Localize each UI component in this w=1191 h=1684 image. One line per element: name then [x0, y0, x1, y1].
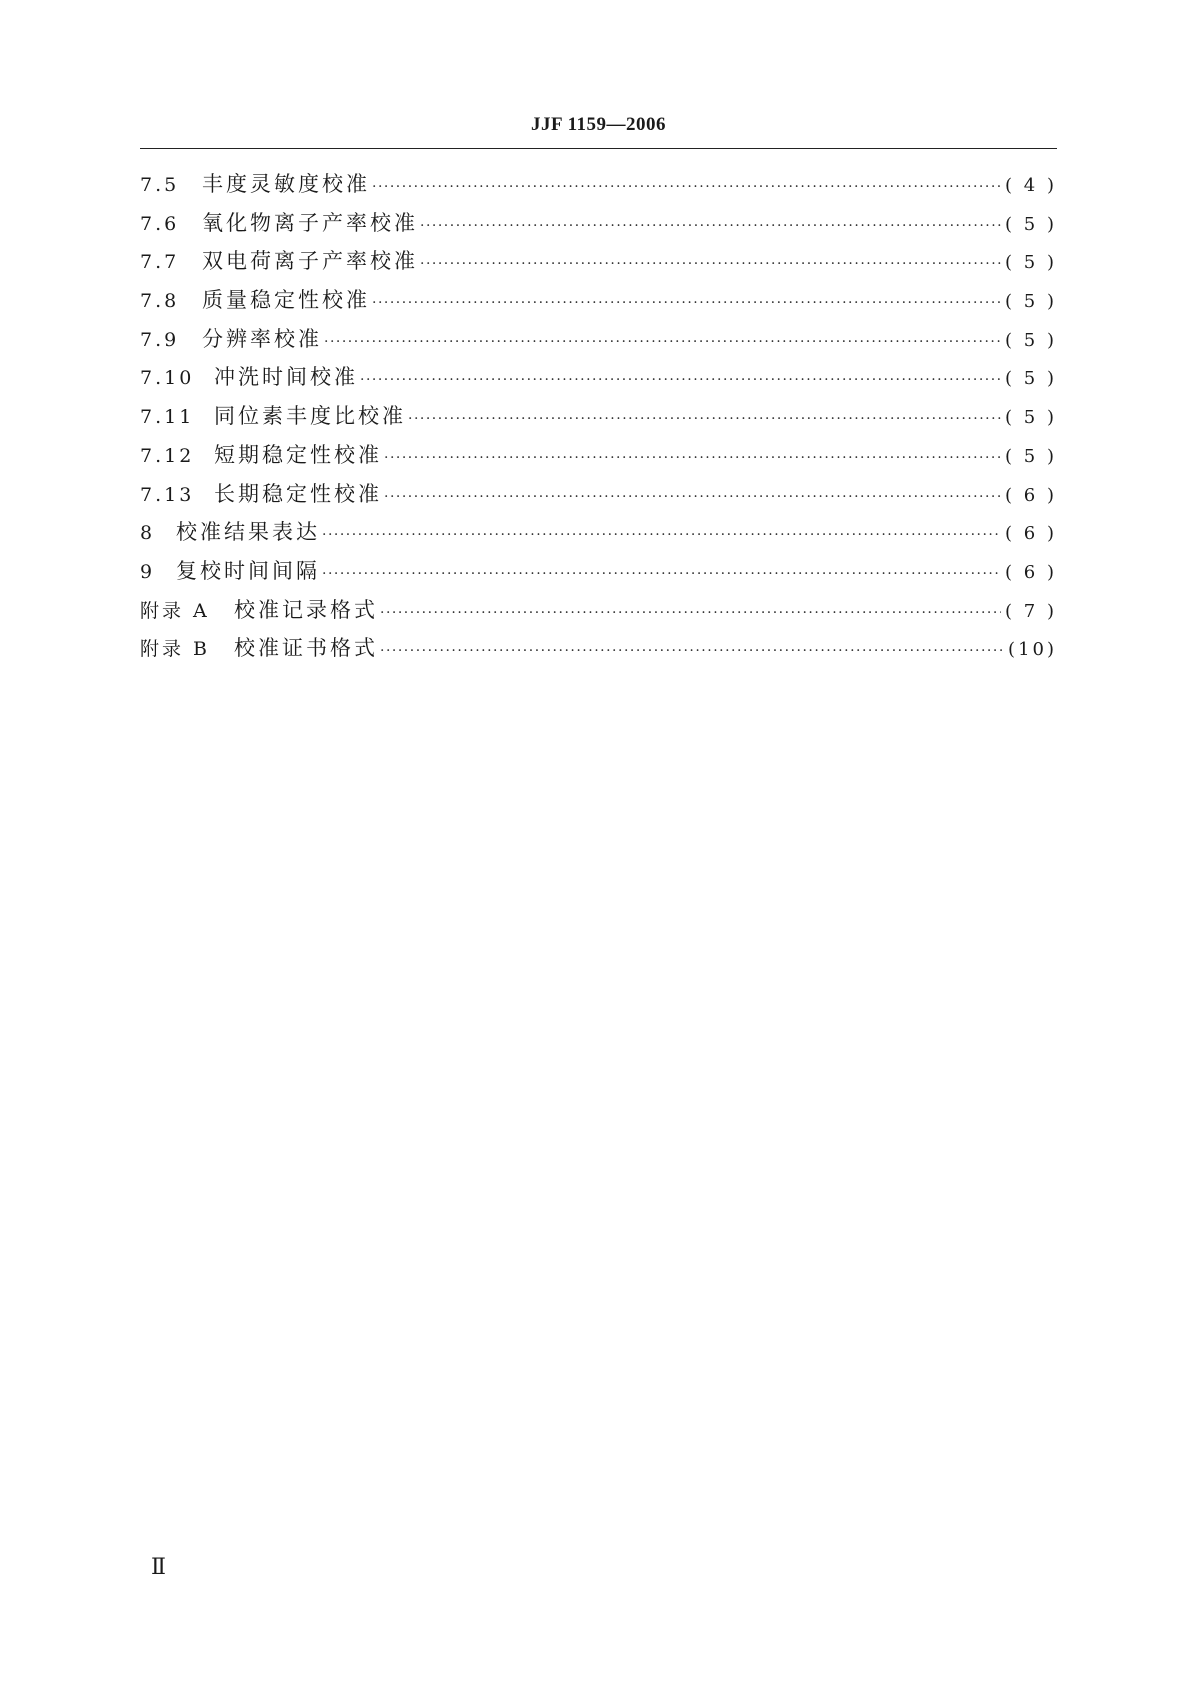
toc-entry-title: 校准记录格式	[234, 597, 378, 622]
toc-entry-number: 附录 B	[140, 638, 211, 661]
toc-entry-7-5[interactable]	[140, 165, 1057, 204]
toc-entry-7-7[interactable]	[140, 242, 1057, 281]
toc-entry-number: 7.8	[140, 290, 180, 313]
page-number: Ⅱ	[151, 1554, 166, 1579]
toc-entry-page: ( 6 )	[1005, 484, 1057, 506]
toc-entry-number: 7.6	[140, 212, 180, 235]
dot-leader	[420, 207, 1001, 246]
dot-leader	[384, 478, 1001, 517]
toc-entry-7-11[interactable]	[140, 397, 1057, 436]
dot-leader	[322, 555, 1001, 594]
dot-leader	[360, 361, 1001, 400]
toc-entry-title: 长期稳定性校准	[214, 481, 382, 506]
toc-entry-number: 7.10	[140, 367, 195, 390]
toc-entry-appendix-b[interactable]	[140, 629, 1057, 668]
document-header: JJF 1159—2006	[530, 114, 667, 135]
dot-leader	[420, 245, 1001, 284]
toc-entry-9[interactable]	[140, 552, 1057, 591]
toc-entry-title: 冲洗时间校准	[214, 365, 358, 390]
toc-entry-page: ( 7 )	[1005, 600, 1057, 622]
header-rule	[140, 148, 1057, 149]
toc-entry-page: ( 5 )	[1005, 291, 1057, 313]
dot-leader	[380, 594, 1001, 633]
toc-entry-page: (10)	[1008, 639, 1057, 661]
toc-entry-page: ( 4 )	[1005, 175, 1057, 196]
toc-entry-7-13[interactable]	[140, 475, 1057, 514]
toc-entry-number: 7.11	[140, 406, 195, 429]
toc-entry-number: 附录 A	[140, 599, 210, 622]
dot-leader	[372, 284, 1001, 323]
toc-entry-page: ( 5 )	[1005, 445, 1057, 467]
toc-entry-page: ( 6 )	[1005, 523, 1057, 545]
toc-entry-number: 7.5	[140, 174, 180, 196]
toc-entry-title: 复校时间间隔	[176, 558, 320, 583]
toc-entry-title: 分辨率校准	[202, 326, 322, 351]
dot-leader	[408, 400, 1001, 439]
dot-leader	[372, 168, 1001, 207]
toc-entry-number: 7.13	[140, 483, 195, 506]
toc-entry-title: 氧化物离子产率校准	[202, 210, 418, 235]
toc-entry-title: 同位素丰度比校准	[214, 404, 406, 429]
toc-entry-page: ( 5 )	[1005, 329, 1057, 351]
toc-entry-title: 校准证书格式	[234, 636, 378, 661]
toc-entry-7-6[interactable]	[140, 204, 1057, 243]
dot-leader	[324, 323, 1001, 362]
toc-entry-page: ( 5 )	[1005, 213, 1057, 235]
toc-entry-appendix-a[interactable]	[140, 591, 1057, 630]
toc-entry-number: 8	[140, 522, 156, 545]
toc-entry-number: 7.7	[140, 251, 180, 274]
toc-entry-title: 质量稳定性校准	[202, 288, 370, 313]
toc-entry-title: 短期稳定性校准	[214, 442, 382, 467]
toc-entry-page: ( 5 )	[1005, 252, 1057, 274]
dot-leader	[384, 439, 1001, 478]
dot-leader	[322, 516, 1001, 555]
toc-entry-7-9[interactable]	[140, 320, 1057, 359]
toc-entry-title: 丰度灵敏度校准	[202, 172, 370, 196]
toc-entry-number: 7.9	[140, 328, 180, 351]
toc-entry-page: ( 5 )	[1005, 407, 1057, 429]
toc-entry-7-12[interactable]	[140, 436, 1057, 475]
toc-entry-number: 9	[140, 560, 156, 583]
toc-entry-number: 7.12	[140, 444, 195, 467]
toc-entry-7-10[interactable]	[140, 358, 1057, 397]
toc-entry-title: 校准结果表达	[176, 520, 320, 545]
table-of-contents	[140, 165, 1057, 668]
toc-entry-page: ( 5 )	[1005, 368, 1057, 390]
toc-entry-8[interactable]	[140, 513, 1057, 552]
toc-entry-page: ( 6 )	[1005, 561, 1057, 583]
dot-leader	[380, 632, 1004, 671]
toc-entry-title: 双电荷离子产率校准	[202, 249, 418, 274]
toc-entry-7-8[interactable]	[140, 281, 1057, 320]
